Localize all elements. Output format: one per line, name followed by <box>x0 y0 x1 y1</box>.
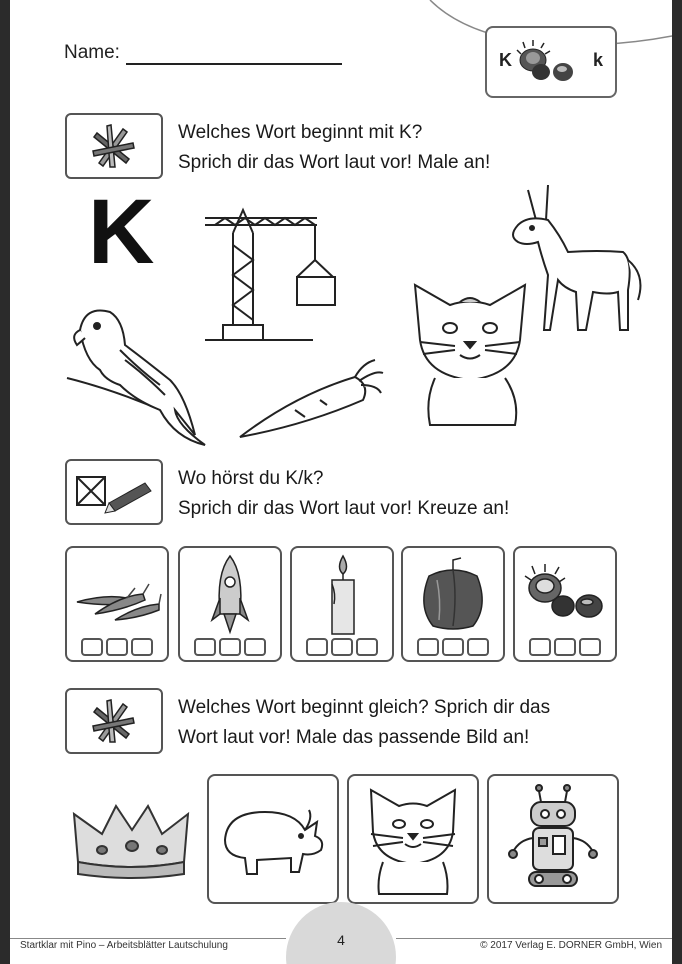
task2-icon-box <box>65 459 163 525</box>
card-pepper-boxes <box>403 638 503 656</box>
crayons-icon <box>89 121 139 171</box>
footer-left-text: Startklar mit Pino – Arbeitsblätter Lautschulung <box>20 940 228 951</box>
name-label: Name: <box>64 42 120 63</box>
big-letter: K <box>88 181 155 283</box>
carrot-picture[interactable] <box>235 355 385 445</box>
footer-right-text: © 2017 Verlag E. DORNER GmbH, Wien <box>480 940 662 951</box>
checkbox[interactable] <box>417 638 439 656</box>
card-candle-boxes <box>292 638 392 656</box>
task3-instructions <box>178 693 550 753</box>
page-number-circle <box>286 902 396 964</box>
task1-icon-box <box>65 113 163 179</box>
badge-lower-letter: k <box>593 50 604 70</box>
task3-icon-box <box>65 688 163 754</box>
choice-rhinoceros[interactable] <box>207 774 339 904</box>
choice-robot[interactable] <box>487 774 619 904</box>
carrots-icon <box>75 576 161 626</box>
crayons-icon <box>89 696 139 746</box>
task1-line1: Welches Wort beginnt mit K? <box>178 122 423 143</box>
cat-icon <box>363 786 463 896</box>
checkbox-pencil-icon <box>75 471 155 515</box>
name-field[interactable] <box>126 63 342 65</box>
footer-rule-right <box>396 938 672 939</box>
badge-upper-letter: K <box>499 50 512 70</box>
task1-line2: Sprich dir das Wort laut vor! Male an! <box>178 152 491 173</box>
checkbox[interactable] <box>131 638 153 656</box>
card-rocket-boxes <box>180 638 280 656</box>
checkbox[interactable] <box>529 638 551 656</box>
crown-picture <box>72 800 190 880</box>
parrot-picture[interactable] <box>65 300 215 450</box>
checkbox[interactable] <box>244 638 266 656</box>
checkbox[interactable] <box>467 638 489 656</box>
checkbox[interactable] <box>554 638 576 656</box>
chestnut-icon <box>515 36 585 86</box>
pepper-icon <box>417 556 489 632</box>
task2-line1: Wo hörst du K/k? <box>178 468 324 489</box>
candle-icon <box>326 554 360 636</box>
footer-rule-left <box>10 938 286 939</box>
worksheet-page <box>10 0 672 964</box>
card-carrots-boxes <box>67 638 167 656</box>
task3-line1: Welches Wort beginnt gleich? Sprich dir das <box>178 697 551 718</box>
card-chestnuts-boxes <box>515 638 615 656</box>
task2-line2: Sprich dir das Wort laut vor! Kreuze an! <box>178 498 510 519</box>
task3-line2: Wort laut vor! Male das passende Bild an! <box>178 727 530 748</box>
card-pepper[interactable] <box>401 546 505 662</box>
checkbox[interactable] <box>81 638 103 656</box>
page-number: 4 <box>337 932 345 948</box>
card-chestnuts[interactable] <box>513 546 617 662</box>
checkbox[interactable] <box>194 638 216 656</box>
cat-picture[interactable] <box>405 280 535 430</box>
checkbox[interactable] <box>219 638 241 656</box>
checkbox[interactable] <box>442 638 464 656</box>
checkbox[interactable] <box>579 638 601 656</box>
crane-picture[interactable] <box>205 205 315 345</box>
card-rocket[interactable] <box>178 546 282 662</box>
task1-instructions <box>178 118 490 178</box>
robot-icon <box>503 782 603 898</box>
chestnuts-icon <box>523 562 609 626</box>
rocket-icon <box>210 554 250 636</box>
task2-instructions <box>178 464 509 524</box>
choice-cat[interactable] <box>347 774 479 904</box>
rhinoceros-icon <box>217 800 329 880</box>
checkbox[interactable] <box>356 638 378 656</box>
checkbox[interactable] <box>106 638 128 656</box>
checkbox[interactable] <box>331 638 353 656</box>
letter-badge <box>485 26 617 98</box>
card-carrots[interactable] <box>65 546 169 662</box>
checkbox[interactable] <box>306 638 328 656</box>
card-candle[interactable] <box>290 546 394 662</box>
